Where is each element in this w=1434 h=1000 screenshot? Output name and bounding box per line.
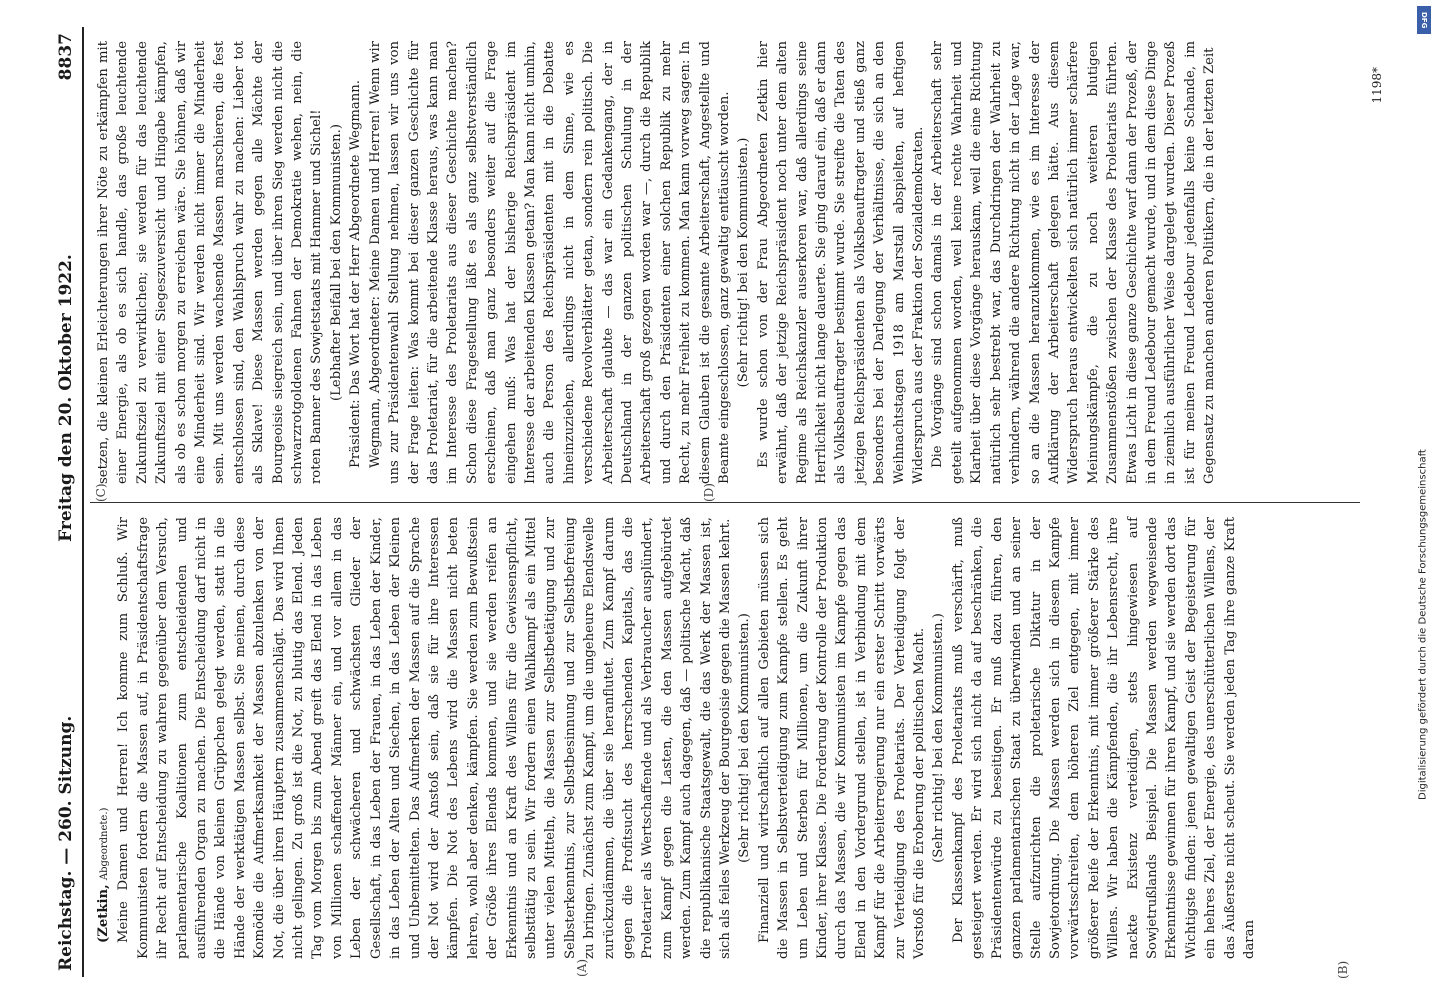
paragraph-text: Präsident: Das Wort hat der Herr Abgeordnete Wegmann. — [348, 80, 364, 468]
paragraph-text: Wegmann, Abgeordneter: Meine Damen und Herren! Wenn wir uns zur Präsidentenwahl Stellung nehmen, lassen wir uns von der Frage leiten: Was kommt bei dieser ganzen Geschichte für das Proletariat, für die arbeitende Klasse heraus, was kann man im Interesse des Proletariats aus dieser Geschichte machen? Schon diese Fragestellung läßt es als ganz selbstverständlich erscheinen, daß man ganz besonders weiter auf die Frage eingehen muß: Was hat der bisherige Reichspräsident im Interesse der arbeitenden Klassen getan? Man kann nicht umhin, auch die Person des Reichspräsidenten mit in die Debatte hineinzuziehen, allerdings nicht in dem Sinne, wie es verschiedene Revolverblätter getan, sondern rein politisch. Die Arbeiterschaft glaubte — das war ein Gedankengang, der in Deutschland in der ganzen politischen Schulung in der Arbeiterschaft groß gezogen worden war —, durch die Republik und durch den Präsidenten einer solchen Republik zu mehr Recht, zu mehr Freiheit zu kommen. Man kann vorweg sagen: In diesem Glauben ist die gesamte Arbeiterschaft, Angestellte und Beamte eingeschlossen, ganz gewaltig enttäuscht worden. — [367, 41, 732, 484]
paragraph-text: (Sehr richtig! bei den Kommunisten.) — [931, 613, 947, 863]
header-left: Reichstag. — 260. Sitzung. — [56, 715, 76, 971]
margin-marker-a: (A) — [574, 958, 589, 977]
right-column — [90, 27, 1360, 502]
margin-marker-b: (B) — [1336, 960, 1350, 979]
paragraph — [949, 517, 1260, 959]
margin-marker-c: (C) — [94, 483, 108, 502]
margin-marker-d: (D) — [701, 483, 716, 502]
dfg-logo: DFG — [1417, 6, 1431, 34]
paragraph-text: (Sehr richtig! bei den Kommunisten.) — [736, 137, 752, 388]
paragraph — [94, 41, 327, 484]
left-column — [90, 502, 1360, 977]
paragraph — [327, 41, 346, 484]
sheet-number: 1198* — [1370, 67, 1384, 104]
paragraph — [754, 41, 929, 484]
paragraph-text: Der Klassenkampf des Proletariats muß verschärft, muß gesteigert werden. Er wird sich nicht da auf beschränken, die Präsidentenwürde zu beseitigen. Er muß dazu führen, den ganzen parlamentarischen Staat zu überwinden und an seiner Stelle aufzurichten die proletarische Diktatur in der Sowjetordnung. Die Massen werden sich in diesem Kampfe vorwärtsschreiten, dem höheren Ziel entgegen, mit immer größerer Reife der Erkenntnis, mit immer größerer Stärke des Willens. Wir haben die Kämpfenden, die ihr Lebensrecht, ihre nackte Existenz verteidigen, stets hingewiesen auf Sowjetrußlands Beispiel. Die Massen werden wegweisende Erkenntnisse gewinnen für ihren Kampf, und sie werden dort das Wichtigste finden: jenen gewaltigen Geist der Begeisterung für ein hehres Ziel, der Energie, des unerschütterlichen Willens, der das Äußerste nicht scheut. Sie werden jeden Tag ihre ganze Kraft daran — [950, 517, 1257, 959]
page-header — [50, 27, 84, 977]
paragraph — [94, 517, 114, 959]
paragraph — [928, 41, 1219, 484]
paragraph — [366, 41, 735, 484]
paragraph — [346, 41, 365, 484]
paragraph-text: Meine Damen und Herren! Ich komme zum Schluß. Wir Kommunisten fordern die Massen auf, in Präsidentschaftsfrage ihr Recht auf Entscheidung zu wahren gegenüber dem Versuch, parlamentarische Koalitionen zum entscheidenden und ausführenden Organ zu machen. Die Entscheidung darf nicht in die Hände von kleinen Grüppchen gelegt werden, statt in die Hände der werktätigen Massen selbst. Sie meinen, durch diese Komödie die Aufmerksamkeit der Massen abzulenken von der Not, die über ihren Häuptern zusammenschlägt. Das wird Ihnen nicht gelingen. Zu groß ist die Not, zu blutig das Elend. Jeden Tag vom Morgen bis zum Abend greift das Elend in das Leben von Millionen schaffender Männer ein, und vor allem in das Leben der schwächeren und schwächsten Glieder der Gesellschaft, in das Leben der Frauen, in das Leben der Kinder, in das Leben der Alten und Siechen, in das Leben der Kleinen und Unbemittelten. Das Aufmerken der Massen auf die Sprache der Not wird der Anstoß sein, daß sie für ihre Interessen kämpfen. Die Not des Lebens wird die Massen nicht beten lehren, wohl aber denken, kämpfen. Sie werden zum Bewußtsein der Größe ihres Elends kommen, und sie werden reifen an Erkenntnis und an Kraft des Willens für die Gewissenspflicht, selbsttätig zu sein. Wir fordern einen Wahlkampf als ein Mittel unter vielen Mitteln, die Massen zur Selbstbetätigung und zur Selbsterkenntnis, zur Selbstbesinnung und zur Selbstbefreiung zu bringen. Zunächst zum Kampf, um die ungeheure Elendswelle zurückzudämmen, die über sie heranflutet. Zum Kampf darum gegen die Profitsucht des herrschenden Kapitals, das die Proletarier als Wertschaffende und als Verbraucher ausplündert, zum Kampf gegen die Lasten, die den Massen aufgebürdet werden. Zum Kampf auch dagegen, daß — politische Macht, daß die republikanische Staatsgewalt, die das Werk der Massen ist, sich als feiles Werkzeug der Bourgeoisie gegen die Massen kehrt. — [116, 517, 733, 959]
paragraph-text: (Lebhafter Beifall bei den Kommunisten.) — [328, 124, 344, 402]
paragraph — [734, 41, 753, 484]
text-columns — [90, 27, 1360, 977]
speaker-role: Abgeordnete.) — [99, 807, 110, 881]
paragraph-text: Die Vorgänge sind schon damals in der Arbeiterschaft sehr geteilt aufgenommen worden, weil keine rechte Wahrheit und Klarheit über diese Vorgänge herauskam, weil die eine Richtung natürlich sehr bestrebt war, das Durchdringen der Wahrheit zu verhindern, während die andere Richtung nicht in der Lage war, so an die Massen heranzukommen, wie es im Interesse der Aufklärung der Arbeiterschaft gelegen hätte. Aus diesem Widerspruch heraus entwickelten sich natürlich immer schärfere Meinungskämpfe, die zu noch weiteren blutigen Zusammenstößen zwischen der Klasse des Proletariats führten. Etwas Licht in diese ganze Geschichte warf dann der Prozeß, der in dem Freund Ledebour gemacht wurde, und in dem diese Dinge in ziemlich ausführlicher Weise dargelegt wurden. Dieser Prozeß ist für meinen Freund Ledebour jedenfalls keine Schande, im Gegensatz zu manchen anderen Politikern, die in der letzten Zeit — [930, 41, 1218, 484]
speaker-name: (Zetkin, — [96, 884, 111, 943]
paragraph — [735, 517, 754, 959]
paragraph-text: Es wurde schon von der Frau Abgeordneten Zetkin hier erwähnt, daß der jetzige Reichspräsident noch unter dem alten Regime als Reichskanzler auserkoren war, daß allerdings seine Herrlichkeit nicht lange dauerte. Sie ging darauf ein, daß er dann als Volksbeauftragter bestimmt wurde. Sie streifte die Taten des jetzigen Reichspräsidenten als Volksbeauftragter und stieß ganz besonders bei der Darlegung der Verhältnisse, die sich an den Weihnachtstagen 1918 am Marstall abspielten, auf heftigen Widerspruch aus der Fraktion der Sozialdemokraten. — [755, 41, 927, 484]
paragraph-text: Finanziell und wirtschaftlich auf allen Gebieten müssen sich die Massen in Selbstverteidigung zum Kampfe stellen. Es geht um Leben und Sterben für Millionen, um die Zukunft ihrer Kinder, ihrer Klasse. Die Forderung der Kontrolle der Produktion durch das Massen, die wir Kommunisten im Kampfe gegen das Elend in den Vordergrund stellen, ist in Verbindung mit dem Kampf für die Arbeiterregierung nur ein erster Schritt vorwärts zur Verteidigung des Proletariats. Der Verteidigung folgt der Vorstoß für die Eroberung der politischen Macht. — [756, 517, 928, 959]
paragraph — [114, 517, 735, 959]
paragraph — [929, 517, 948, 959]
paragraph — [755, 517, 930, 959]
paragraph-text: setzen, die kleinen Erleichterungen ihrer Nöte zu erkämpfen mit einer Energie, als ob es sich handle, das große leuchtende Zukunftsziel zu verwirklichen; sie werden für das leuchtende Zukunftsziel mit einer Siegeszuversicht und Hingabe kämpfen, als ob es schon morgen zu erreichen wäre. Sie höhnen, daß wir eine Minderheit sind. Wir werden nicht immer die Minderheit sein. Mit uns werden wachsende Massen marschieren, die fest entschlossen sind, den Wahlspruch wahr zu machen: Lieber tot als Sklave! Diese Massen werden gegen alle Mächte der Bourgeoisie siegreich sein, und über ihren Sieg werden nicht die schwarzrotgoldenen Fahnen der Demokratie wehen, nein, die roten Banner des Sowjetstaats mit Hammer und Sichel! — [96, 41, 325, 484]
rotated-page-content — [50, 27, 1390, 977]
page-number: 8837 — [56, 33, 76, 81]
digitization-note: Digitalisierung gefördert durch die Deutsche Forschungsgemeinschaft — [1417, 449, 1429, 800]
header-right: Freitag den 20. Oktober 1922. — [56, 254, 76, 542]
scanned-page — [20, 12, 1420, 992]
paragraph-text: (Sehr richtig! bei den Kommunisten.) — [737, 613, 753, 863]
